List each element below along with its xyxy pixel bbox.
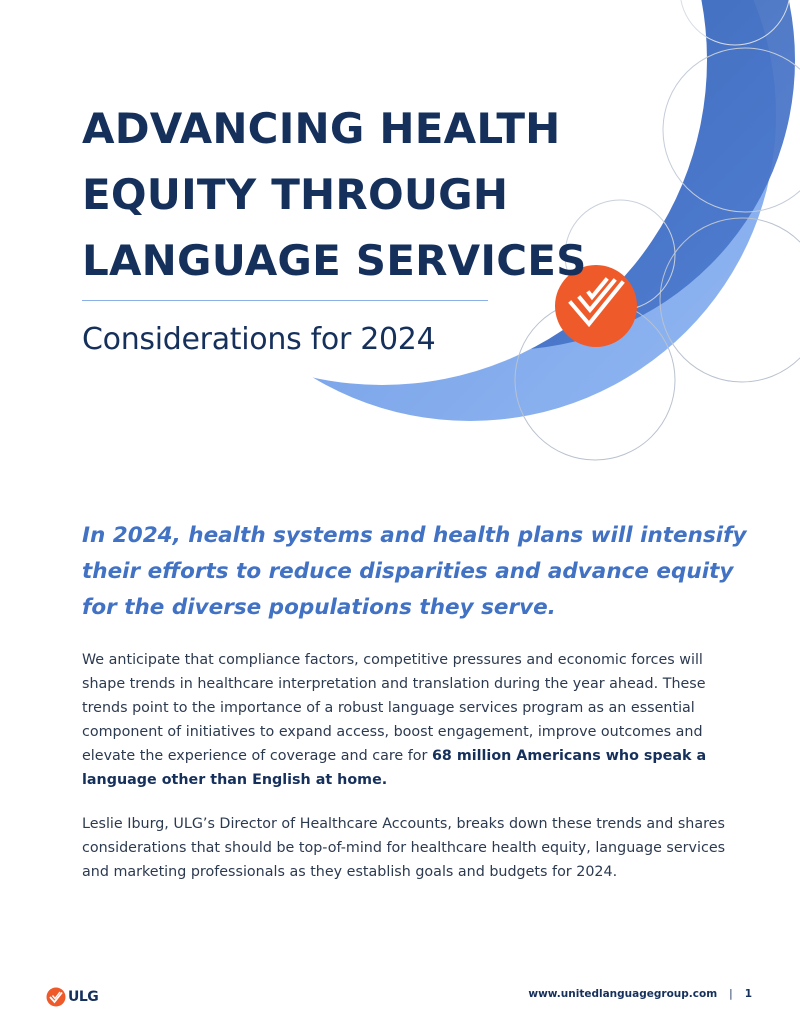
lead-line-2: their efforts to reduce disparities and advance equity bbox=[82, 559, 734, 584]
paragraph-2-line-2: considerations that should be top-of-mind for healthcare health equity, language services bbox=[82, 840, 726, 856]
paragraph-1-line-4: component of initiatives to expand access, boost engagement, improve outcomes and bbox=[82, 724, 703, 740]
paragraph-2-line-1: Leslie Iburg, ULG’s Director of Healthcare Accounts, breaks down these trends and shares bbox=[82, 816, 725, 832]
page-subtitle: Considerations for 2024 bbox=[82, 322, 436, 357]
paragraph-1-line-1: We anticipate that compliance factors, competitive pressures and economic forces will bbox=[82, 652, 703, 668]
lead-line-1: In 2024, health systems and health plans will intensify bbox=[82, 523, 747, 548]
page-title bbox=[82, 96, 602, 294]
title-line-2: EQUITY THROUGH bbox=[82, 170, 509, 219]
footer-info bbox=[528, 988, 752, 1000]
footer-logo bbox=[46, 986, 98, 1008]
paragraph-1-line-5-prefix: elevate the experience of coverage and care for bbox=[82, 748, 432, 764]
title-line-3: LANGUAGE SERVICES bbox=[82, 236, 587, 285]
footer-website-link[interactable]: www.unitedlanguagegroup.com bbox=[528, 988, 718, 1000]
footer-separator: | bbox=[729, 988, 733, 1000]
highlight-statistic: 68 million Americans who speak a bbox=[431, 748, 707, 764]
paragraph-2-line-3: and marketing professionals as they establish goals and budgets for 2024. bbox=[82, 864, 618, 880]
paragraph-1-line-5 bbox=[82, 744, 732, 768]
title-line-1: ADVANCING HEALTH bbox=[82, 104, 561, 153]
paragraph-1-line-6 bbox=[82, 768, 732, 792]
lead-line-3: for the diverse populations they serve. bbox=[82, 595, 556, 620]
lead-statement bbox=[82, 518, 747, 626]
body-paragraph-1 bbox=[82, 648, 732, 792]
page-number: 1 bbox=[744, 988, 752, 1000]
paragraph-1-line-2: shape trends in healthcare interpretation and translation during the year ahead. These bbox=[82, 676, 706, 692]
paragraph-1-line-3: trends point to the importance of a robust language services program as an essential bbox=[82, 700, 695, 716]
footer-logo-text: ULG bbox=[68, 989, 99, 1005]
ulg-logo-icon bbox=[46, 987, 66, 1007]
highlight-statistic-continued: language other than English at home. bbox=[82, 772, 388, 788]
title-divider bbox=[82, 300, 488, 301]
body-paragraph-2 bbox=[82, 812, 732, 884]
